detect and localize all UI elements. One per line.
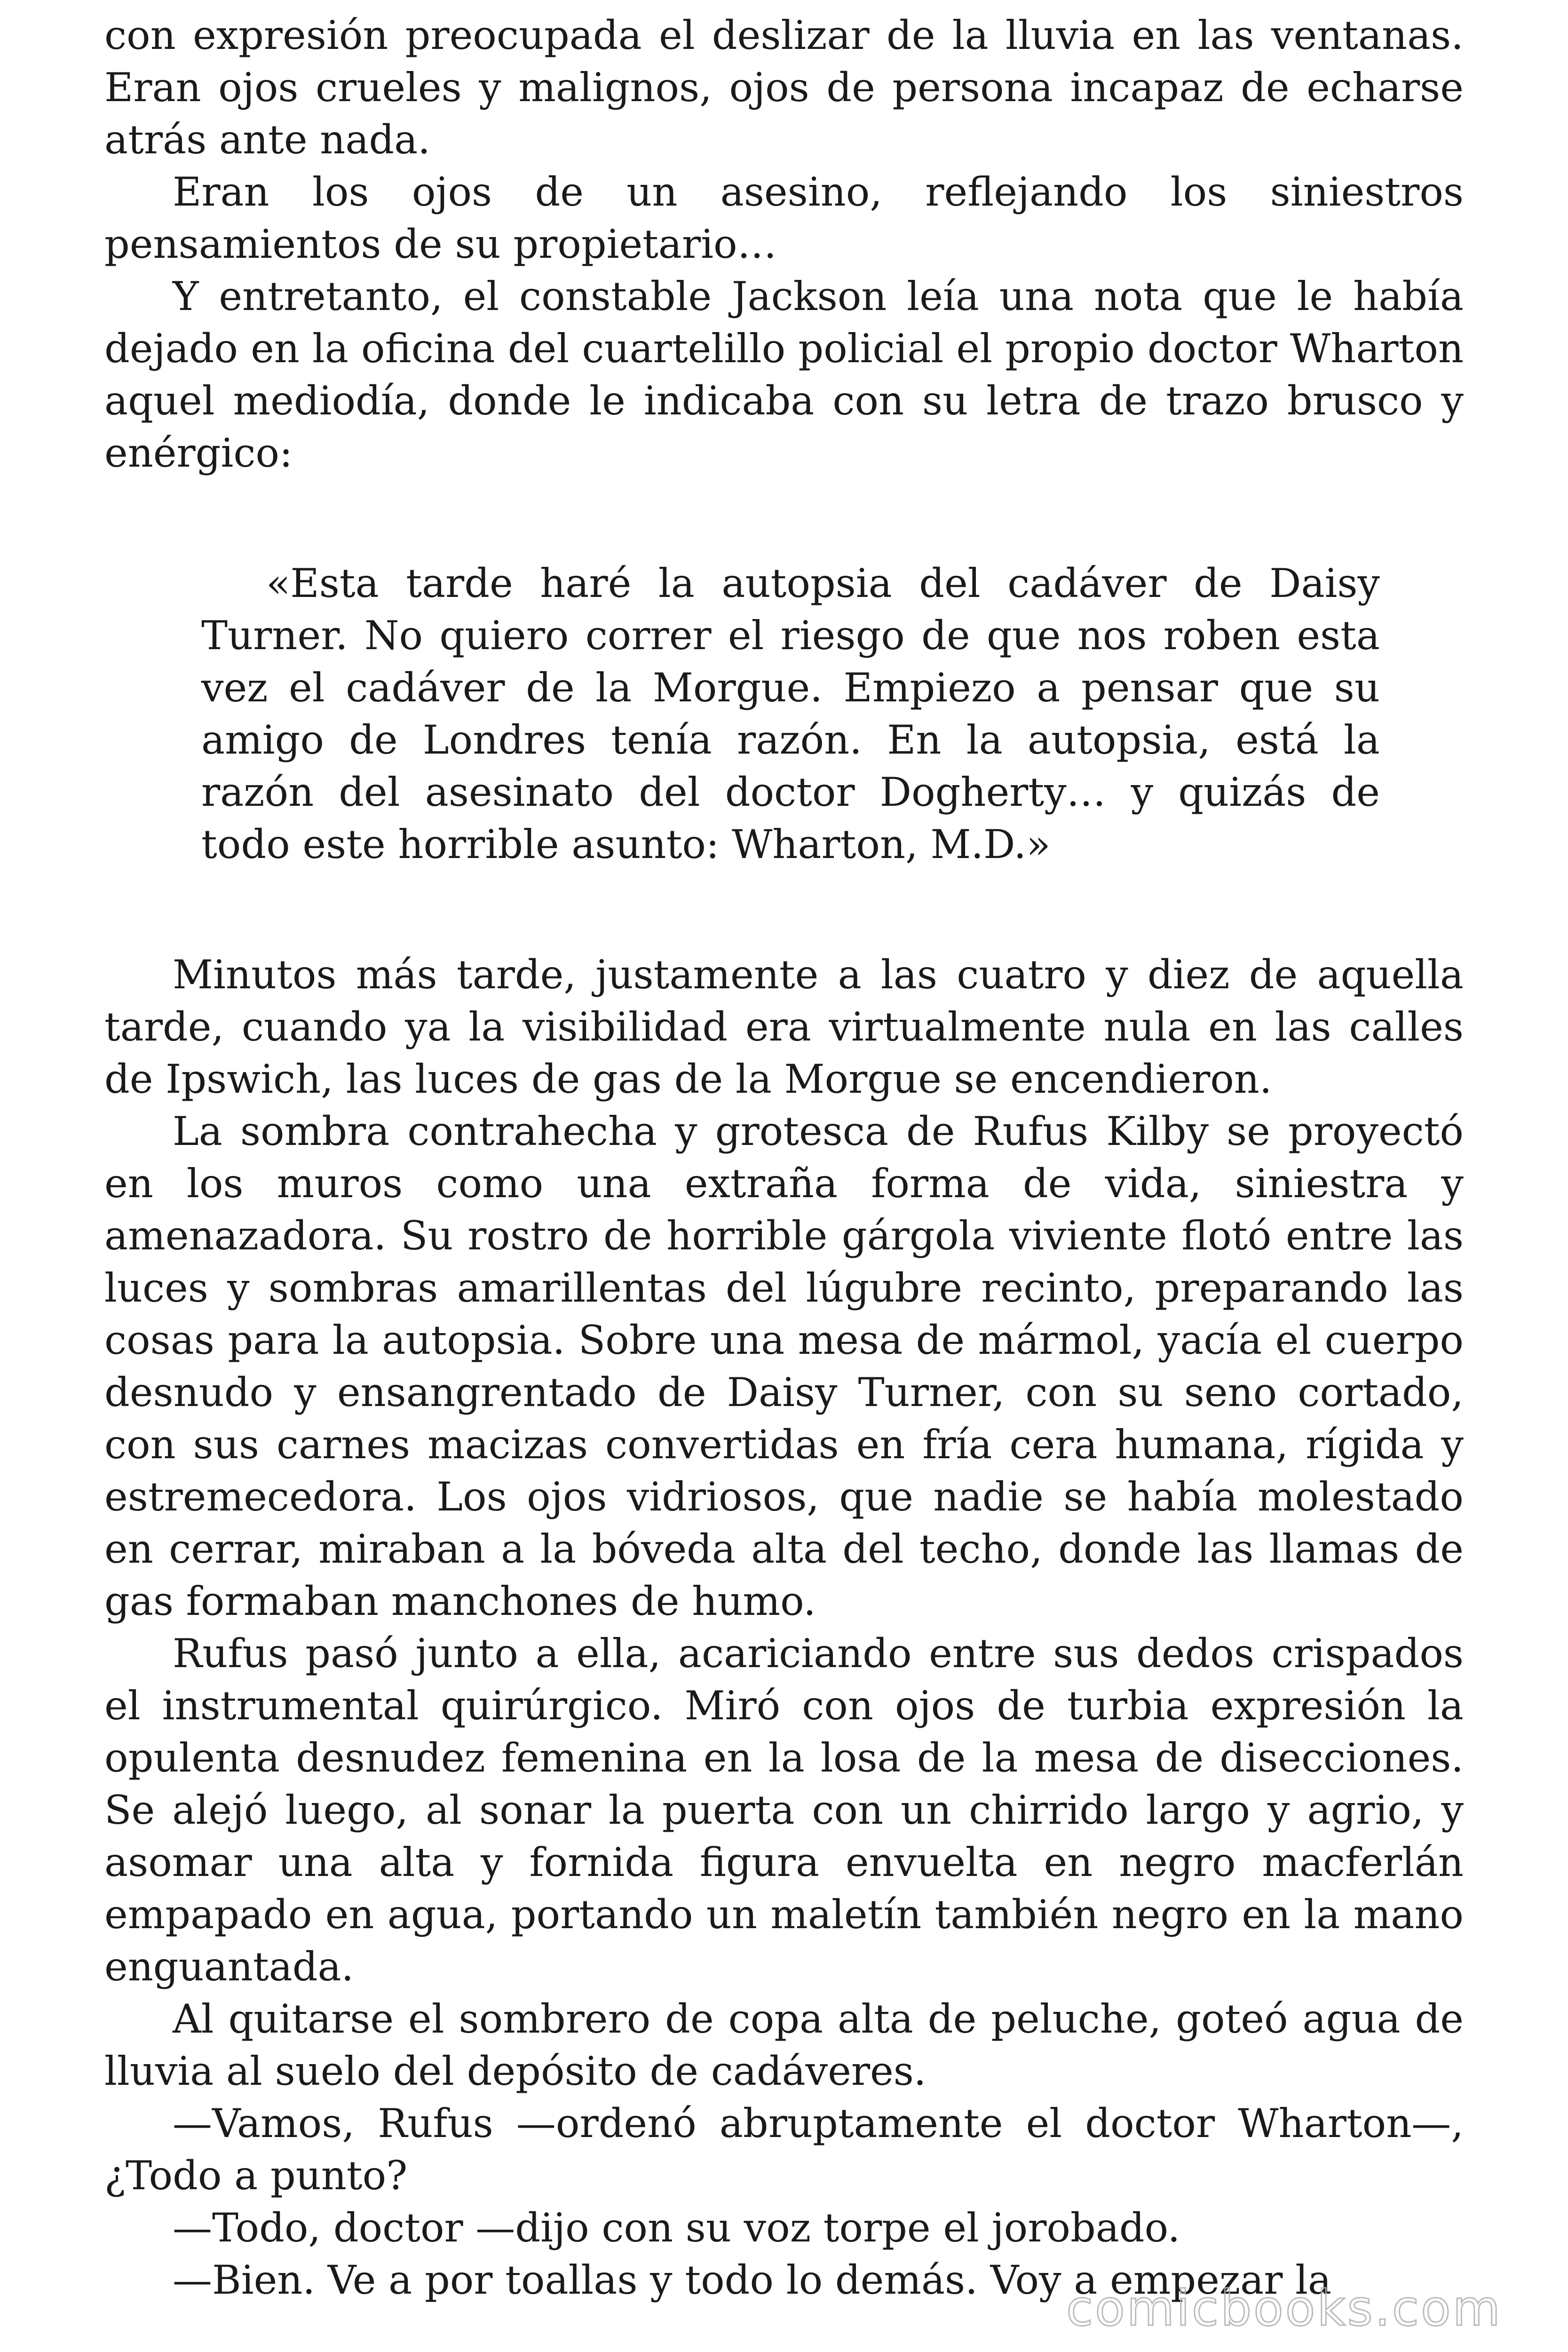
paragraph-7: Al quitarse el sombrero de copa alta de peluche, goteó agua de lluvia al suelo del depósito de cadáveres. (104, 1996, 1464, 2094)
paragraph-2: Eran los ojos de un asesino, reflejando los siniestros pensamientos de su propietario… (104, 169, 1464, 267)
spacer (104, 871, 1464, 949)
watermark-logo: comicbooks.com (1066, 2280, 1502, 2337)
page-body (104, 9, 1464, 2306)
spacer (104, 479, 1464, 557)
dialogue-line-1: —Vamos, Rufus —ordenó abruptamente el doctor Wharton—, ¿Todo a punto? (104, 2100, 1464, 2199)
paragraph-6: Rufus pasó junto a ella, acariciando entre sus dedos crispados el instrumental quirúrgico. Miró con ojos de turbia expresión la opulenta desnudez femenina en la losa de la mesa de disecciones. Se alejó luego, al sonar la puerta con un chirrido largo y agrio, y asomar una alta y fornida figura envuelta en negro macferlán empapado en agua, portando un maletín también negro en la mano enguantada. (104, 1630, 1464, 1990)
paragraph-5: La sombra contrahecha y grotesca de Rufus Kilby se proyectó en los muros como una extraña forma de vida, siniestra y amenazadora. Su rostro de horrible gárgola viviente flotó entre las luces y sombras amarillentas del lúgubre recinto, preparando las cosas para la autopsia. Sobre una mesa de mármol, yacía el cuerpo desnudo y ensangrentado de Daisy Turner, con su seno cortado, con sus carnes macizas convertidas en fría cera humana, rígida y estremecedora. Los ojos vidriosos, que nadie se había molestado en cerrar, miraban a la bóveda alta del techo, donde las llamas de gas formaban manchones de humo. (104, 1108, 1464, 1624)
quote-text: «Esta tarde haré la autopsia del cadáver de Daisy Turner. No quiero correr el riesgo de que nos roben esta vez el cadáver de la Morgue. Empiezo a pensar que su amigo de Londres tenía razón. En la autopsia, está la razón del asesinato del doctor Dogherty… y quizás de todo este horrible asunto: Wharton, M.D.» (201, 560, 1380, 867)
dialogue-line-2: —Todo, doctor —dijo con su voz torpe el jorobado. (173, 2205, 1180, 2251)
dialogue-line-3: —Bien. Ve a por toallas y todo lo demás. Voy a empezar la (173, 2257, 1332, 2303)
paragraph-3: Y entretanto, el constable Jackson leía una nota que le había dejado en la oficina del cuartelillo policial el propio doctor Wharton aquel mediodía, donde le indicaba con su letra de trazo brusco y enérgico: (104, 273, 1464, 476)
paragraph-4: Minutos más tarde, justamente a las cuatro y diez de aquella tarde, cuando ya la visibilidad era virtualmente nula en las calles de Ipswich, las luces de gas de la Morgue se encendieron. (104, 952, 1464, 1102)
paragraph-1: con expresión preocupada el deslizar de la lluvia en las ventanas. Eran ojos crueles y malignos, ojos de persona incapaz de echarse atrás ante nada. (104, 12, 1464, 163)
block-quote (201, 557, 1380, 871)
